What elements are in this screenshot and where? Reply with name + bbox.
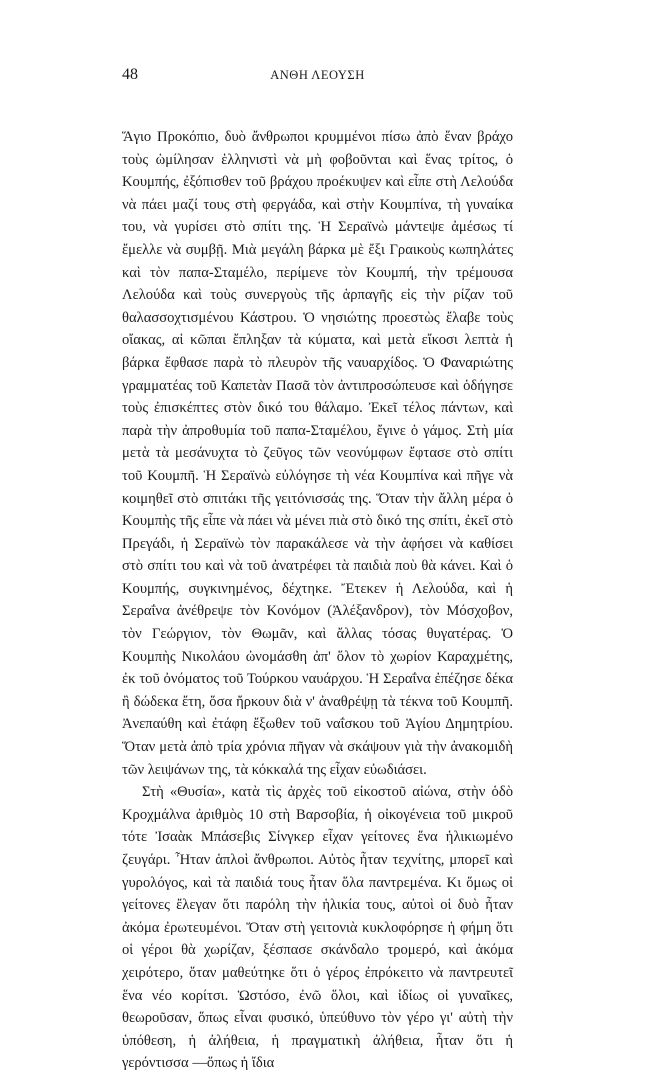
paragraph-continued: Ἅγιο Προκόπιο, δυὸ ἄνθρωποι κρυμμένοι πίσω ἀπὸ ἕναν βράχο τοὺς ὡμίλησαν ἑλληνιστὶ νὰ μὴ φοβοῦνται καὶ ἕνας τρίτος, ὁ Κουμπής, ἐξόπισθεν τοῦ βράχου προέκυψεν καὶ εἶπε στὴ Λελούδα νὰ πάει μαζί τους στὴ φεργάδα, καὶ στὴν Κουμπίνα, τὴ γυναίκα του, νὰ γυρίσει στὸ σπίτι της. Ἡ Σεραϊνὼ μάντεψε ἀμέσως τί ἔμελλε νὰ συμβῇ. Μιὰ μεγάλη βάρκα μὲ ἔξι Γραικοὺς κωπηλάτες καὶ τὸν παπα-Σταμέλο, περίμενε τὸν Κουμπή, τὴν τρέμουσα Λελούδα καὶ τοὺς συνεργοὺς τῆς ἁρπαγῆς εἰς τὴν ρίζαν τοῦ θαλασσοχτισμένου Κάστρου. Ὁ νησιώτης προεστὼς ἔλαβε τοὺς οἴακας, αἱ κῶπαι ἔπληξαν τὰ κύματα, καὶ μετὰ εἴκοσι λεπτὰ ἡ βάρκα ἔφθασε παρὰ τὸ πλευρὸν τῆς ναυαρχίδος. Ὁ Φαναριώτης γραμματέας τοῦ Καπετὰν Πασᾶ τὸν ἀντιπροσώπευσε καὶ ὁδήγησε τοὺς ἐπισκέπτες στὸν δικό του θάλαμο. Ἐκεῖ τέλος πάντων, καὶ παρὰ τὴν ἀπροθυμία τοῦ παπα-Σταμέλου, ἔγινε ὁ γάμος. Στὴ μία μετὰ τὰ μεσάνυχτα τὸ ζεῦγος τῶν νεονύμφων ἔφτασε στὸ σπίτι τοῦ Κουμπῆ. Ἡ Σεραϊνὼ εὐλόγησε τὴ νέα Κουμπίνα καὶ πῆγε νὰ κοιμηθεῖ στὸ σπιτάκι τῆς γειτόνισσάς της. Ὅταν τὴν ἄλλη μέρα ὁ Κουμπὴς τῆς εἶπε νὰ πάει νὰ μένει πιὰ στὸ δικό της σπίτι, ἐκεῖ στὸ Πρεγάδι, ἡ Σεραϊνὼ τὸν παρακάλεσε νὰ τὴν ἀφήσει νὰ καθίσει στὸ σπίτι του καὶ νὰ τοῦ ἀνατρέφει τὰ παιδιὰ ποὺ θὰ κάνει. Καὶ ὁ Κουμπής, συγκινημένος, δέχτηκε. Ἔτεκεν ἡ Λελούδα, καὶ ἡ Σεραΐνα ἀνέθρεψε τὸν Κονόμον (Ἀλέξανδρον), τὸν Μόσχοβον, τὸν Γεώργιον, τὸν Θωμᾶν, καὶ ἄλλας τόσας θυγατέρας. Ὁ Κουμπὴς Νικολάου ὠνομάσθη ἀπ' ὅλον τὸ χωρίον Καραχμέτης, ἐκ τοῦ ὀνόματος τοῦ Τούρκου ναυάρχου. Ἡ Σεραΐνα ἐπέζησε δέκα ἢ δώδεκα ἔτη, ὅσα ἤρκουν διὰ ν' ἀναθρέψῃ τὰ τέκνα τοῦ Κουμπῆ. Ἀνεπαύθη καὶ ἐτάφη ἔξωθεν τοῦ ναΐσκου τοῦ Ἁγίου Δημητρίου. Ὅταν μετὰ ἀπὸ τρία χρόνια πῆγαν νὰ σκάψουν γιὰ τὴν ἀνακομιδὴ τῶν λειψάνων της, τὰ κόκκαλά της εἶχαν εὐωδιάσει. (122, 129, 513, 778)
running-title: ΑΝΘΗ ΛΕΟΥΣΗ (270, 68, 365, 82)
body-text (122, 126, 513, 1075)
page-number: 48 (122, 66, 138, 83)
page-header (122, 66, 513, 90)
paragraph: Στὴ «Θυσία», κατὰ τὶς ἀρχὲς τοῦ εἰκοστοῦ αἰώνα, στὴν ὁδὸ Κροχμάλνα ἀριθμὸς 10 στὴ Βαρσοβία, ἡ οἰκογένεια τοῦ μικροῦ τότε Ἰσαὰκ Μπάσεβις Σίνγκερ εἶχαν γείτονες ἕνα ἡλικιωμένο ζευγάρι. Ἦταν ἁπλοὶ ἄνθρωποι. Αὐτὸς ἦταν τεχνίτης, μπορεῖ καὶ γυρολόγος, καὶ τὰ παιδιά τους ἦταν ὅλα παντρεμένα. Κι ὅμως οἱ γείτονες ἔλεγαν ὅτι παρόλη τὴν ἡλικία τους, αὐτοὶ οἱ δυὸ ἦταν ἀκόμα ἐρωτευμένοι. Ὅταν στὴ γειτονιὰ κυκλοφόρησε ἡ φήμη ὅτι οἱ γέροι θὰ χωρίζαν, ξέσπασε σκάνδαλο τρομερό, καὶ ἀκόμα χειρότερο, ὅταν μαθεύτηκε ὅτι ὁ γέρος ἐπρόκειτο νὰ παντρευτεῖ ἕνα νέο κορίτσι. Ὡστόσο, ἐνῶ ὅλοι, καὶ ἰδίως οἱ γυναῖκες, θεωροῦσαν, ὅπως εἶναι φυσικό, ὑπεύθυνο τὸν γέρο γι' αὐτὴ τὴν ὑπόθεση, ἡ ἀλήθεια, ἡ πραγματικὴ ἀλήθεια, ἦταν ὅτι ἡ γερόντισσα —ὅπως ἡ ἴδια (122, 784, 513, 1072)
